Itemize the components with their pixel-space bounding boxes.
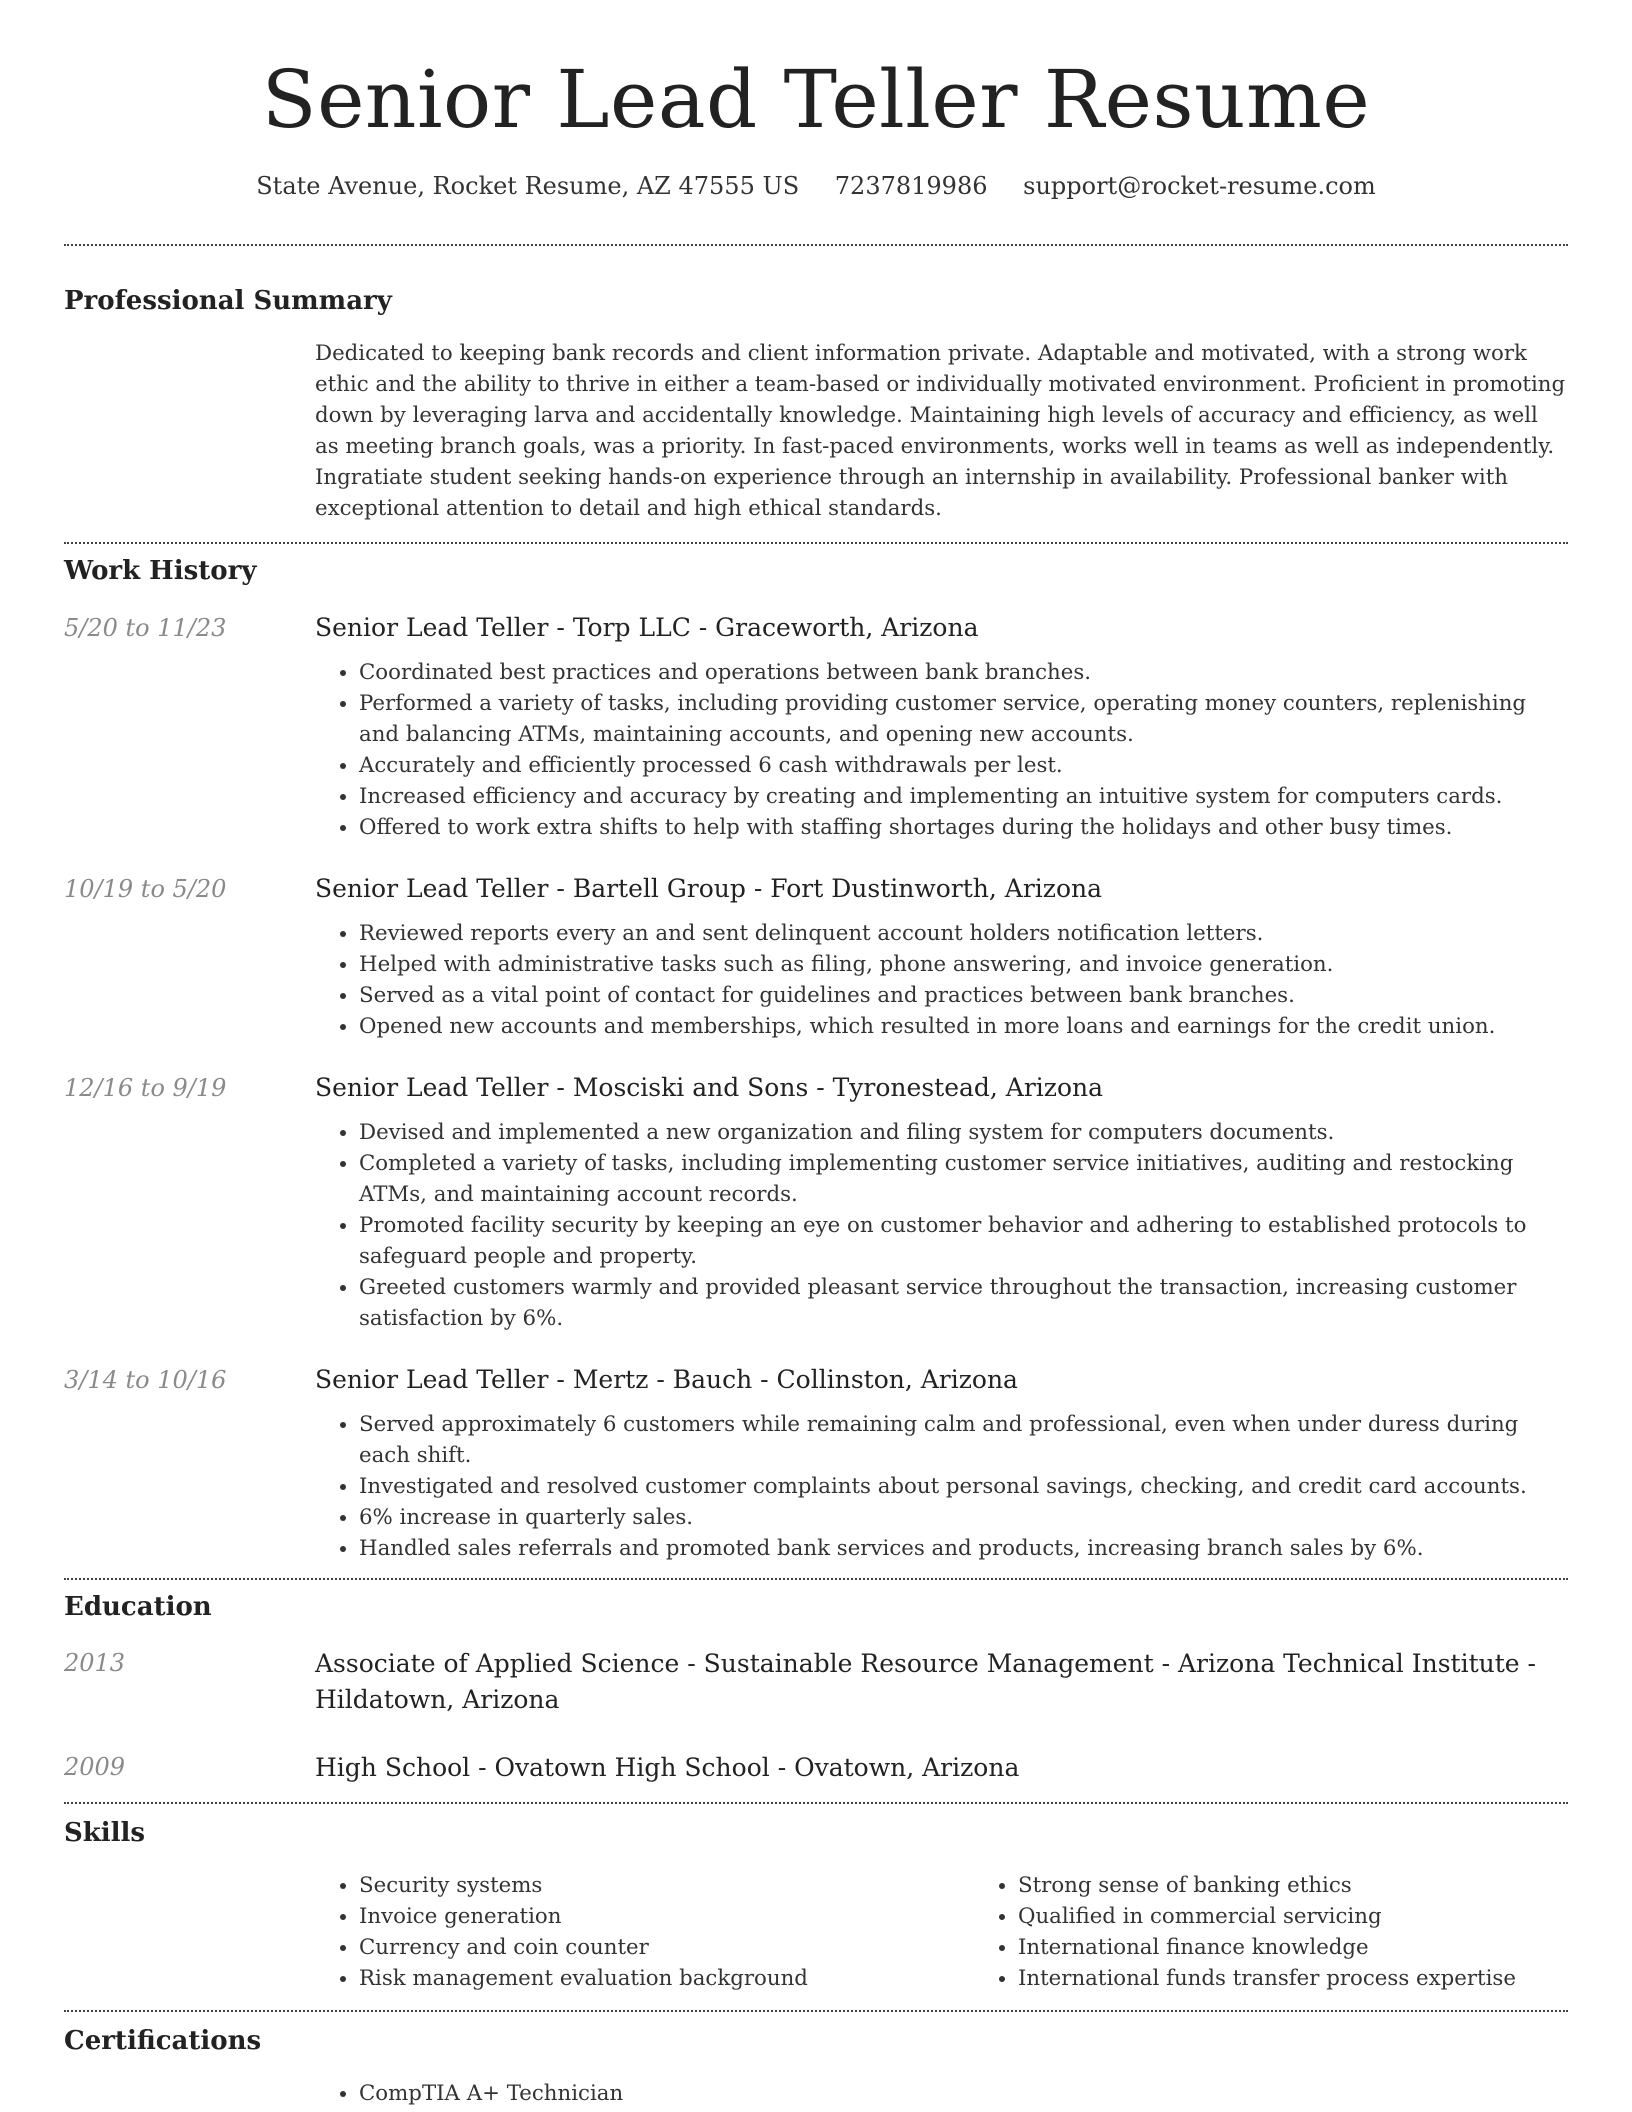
job-bullets <box>315 918 1568 1042</box>
list-item: • Currency and coin counter <box>359 1932 974 1963</box>
education-year: 2009 <box>64 1753 126 1781</box>
education-entry <box>64 1646 1568 1718</box>
list-item: • Devised and implemented a new organization and filing system for computers documents. <box>359 1117 1568 1148</box>
summary-section <box>64 246 1568 524</box>
list-item: • Served as a vital point of contact for guidelines and practices between bank branches. <box>359 980 1568 1011</box>
list-item: • Helped with administrative tasks such as filing, phone answering, and invoice generation. <box>359 949 1568 980</box>
list-item: • Completed a variety of tasks, including implementing customer service initiatives, auditing and restocking ATMs, and maintaining account records. <box>359 1148 1568 1210</box>
job-title: Senior Lead Teller - Mertz - Bauch - Collinston, Arizona <box>315 1365 1018 1394</box>
education-degree: High School - Ovatown High School - Ovatown, Arizona <box>315 1753 1020 1782</box>
job-bullets <box>315 1409 1568 1564</box>
list-item: • Strong sense of banking ethics <box>1018 1870 1632 1901</box>
contact-phone: 7237819986 <box>834 172 988 200</box>
list-item: • Reviewed reports every an and sent delinquent account holders notification letters. <box>359 918 1568 949</box>
job-title: Senior Lead Teller - Mosciski and Sons - Tyronestead, Arizona <box>315 1073 1104 1102</box>
education-degree: Associate of Applied Science - Sustainable Resource Management - Arizona Technical Institute - Hildatown, Arizona <box>315 1649 1536 1714</box>
skills-grid <box>315 1870 1632 1994</box>
list-item: • Risk management evaluation background <box>359 1963 974 1994</box>
job-title: Senior Lead Teller - Torp LLC - Graceworth, Arizona <box>315 613 979 642</box>
contact-line <box>64 170 1568 202</box>
certifications-section <box>64 2012 1568 2109</box>
skills-section <box>64 1804 1568 1994</box>
job-dates: 3/14 to 10/16 <box>64 1366 227 1394</box>
job-dates: 12/16 to 9/19 <box>64 1074 227 1102</box>
education-heading: Education <box>64 1592 212 1622</box>
list-item: • Opened new accounts and memberships, which resulted in more loans and earnings for the credit union. <box>359 1011 1568 1042</box>
job-entry <box>64 611 1568 843</box>
job-title: Senior Lead Teller - Bartell Group - Fort Dustinworth, Arizona <box>315 874 1103 903</box>
list-item: • International finance knowledge <box>1018 1932 1632 1963</box>
contact-address: State Avenue, Rocket Resume, AZ 47555 US <box>256 172 800 200</box>
job-bullets <box>315 1117 1568 1334</box>
work-history-heading: Work History <box>64 556 257 586</box>
job-dates: 5/20 to 11/23 <box>64 614 227 642</box>
list-item: • Qualified in commercial servicing <box>1018 1901 1632 1932</box>
job-bullets <box>315 657 1568 843</box>
list-item: • 6% increase in quarterly sales. <box>359 1502 1568 1533</box>
education-section <box>64 1580 1568 1786</box>
summary-heading: Professional Summary <box>64 286 392 316</box>
list-item: • CompTIA A+ Technician <box>359 2078 1568 2109</box>
work-history-section <box>64 544 1568 1564</box>
list-item: • Greeted customers warmly and provided pleasant service throughout the transaction, increasing customer satisfaction by 6%. <box>359 1272 1568 1334</box>
list-item: • Invoice generation <box>359 1901 974 1932</box>
summary-text: Dedicated to keeping bank records and client information private. Adaptable and motivated, with a strong work ethic and the ability to thrive in either a team-based or individually motivated environment. Proficient in promoting down by leveraging larva and accidentally knowledge. Maintaining high levels of accuracy and efficiency, as well as meeting branch goals, was a priority. In fast-paced environments, works well in teams as well as independently. Ingratiate student seeking hands-on experience through an internship in availability. Professional banker with exceptional attention to detail and high ethical standards. <box>315 341 1566 521</box>
list-item: • Coordinated best practices and operations between bank branches. <box>359 657 1568 688</box>
skills-list-right <box>974 1870 1632 1994</box>
list-item: • Served approximately 6 customers while remaining calm and professional, even when under duress during each shift. <box>359 1409 1568 1471</box>
list-item: • Increased efficiency and accuracy by creating and implementing an intuitive system for computers cards. <box>359 781 1568 812</box>
list-item: • Handled sales referrals and promoted bank services and products, increasing branch sales by 6%. <box>359 1533 1568 1564</box>
job-entry <box>64 872 1568 1042</box>
skills-heading: Skills <box>64 1818 146 1848</box>
list-item: • Performed a variety of tasks, including providing customer service, operating money counters, replenishing and balancing ATMs, maintaining accounts, and opening new accounts. <box>359 688 1568 750</box>
list-item: • Offered to work extra shifts to help with staffing shortages during the holidays and other busy times. <box>359 812 1568 843</box>
skills-list-left <box>315 1870 974 1994</box>
list-item: • Promoted facility security by keeping an eye on customer behavior and adhering to established protocols to safeguard people and property. <box>359 1210 1568 1272</box>
list-item: • Investigated and resolved customer complaints about personal savings, checking, and credit card accounts. <box>359 1471 1568 1502</box>
contact-email: support@rocket-resume.com <box>1023 172 1376 200</box>
job-entry <box>64 1363 1568 1564</box>
job-dates: 10/19 to 5/20 <box>64 875 227 903</box>
certifications-list <box>315 2078 1568 2109</box>
education-entry <box>64 1750 1568 1786</box>
job-entry <box>64 1071 1568 1334</box>
resume-title: Senior Lead Teller Resume <box>261 53 1371 146</box>
certifications-heading: Certifications <box>64 2026 262 2056</box>
education-year: 2013 <box>64 1649 126 1677</box>
list-item: • International funds transfer process expertise <box>1018 1963 1632 1994</box>
list-item: • Accurately and efficiently processed 6 cash withdrawals per lest. <box>359 750 1568 781</box>
list-item: • Security systems <box>359 1870 974 1901</box>
